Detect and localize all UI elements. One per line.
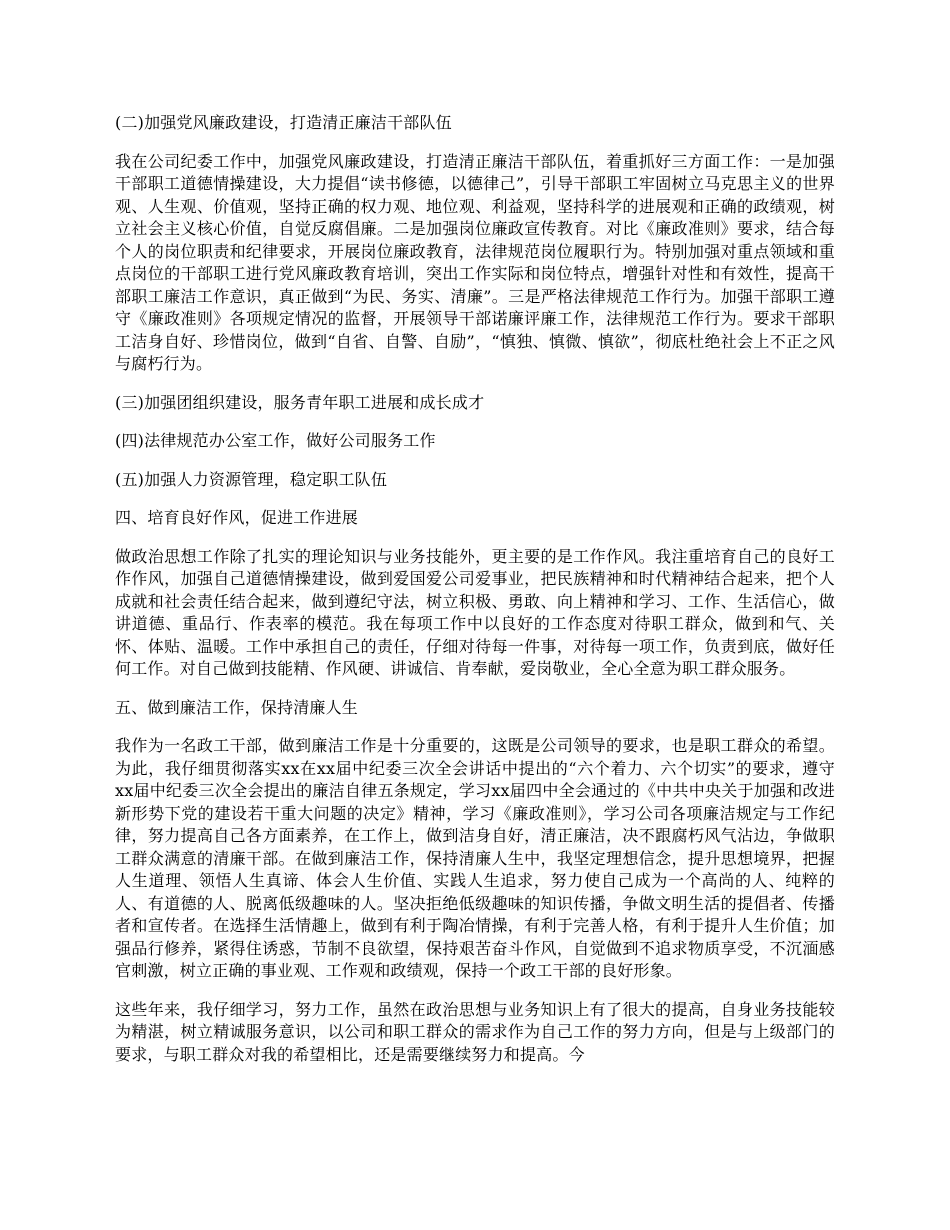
section-heading-2: (二)加强党风廉政建设，打造清正廉洁干部队伍	[115, 113, 452, 132]
paragraph-summary: 这些年来，我仔细学习，努力工作，虽然在政治思想与业务知识上有了很大的提高，自身业务技能较为精湛，树立精诚服务意识，以公司和职工群众的需求作为自己工作的努力方向，但是与上级部门的要求，与职工群众对我的希望相比，还是需要继续努力和提高。今	[115, 999, 835, 1064]
section-heading-4: (四)法律规范办公室工作，做好公司服务工作	[115, 431, 436, 450]
section-heading-3: (三)加强团组织建设，服务青年职工进展和成长成才	[115, 392, 485, 412]
paragraph-work-style: 做政治思想工作除了扎实的理论知识与业务技能外，更主要的是工作作风。我注重培育自己的良好工作作风，加强自己道德情操建设，做到爱国爱公司爱事业，把民族精神和时代精神结合起来，把个人成就和社会责任结合起来，做到遵纪守法，树立积极、勇敢、向上精神和学习、工作、生活信心，做讲道德、重品行、作表率的模范。我在每项工作中以良好的工作态度对待职工群众，做到和气、关怀、体贴、温暖。工作中承担自己的责任，仔细对待每一件事，对待每一项工作，负责到底，做好任何工作。对自己做到技能精、作风硬、讲诚信、肯奉献，爱岗敬业，全心全意为职工群众服务。	[115, 546, 835, 678]
paragraph-clean-work: 我作为一名政工干部，做到廉洁工作是十分重要的，这既是公司领导的要求，也是职工群众的希望。为此，我仔细贯彻落实xx在xx届中纪委三次全会讲话中提出的“六个着力、六个切实”的要求，遵守xx届中纪委三次全会提出的廉洁自律五条规定，学习xx届四中全会通过的《中共中央关于加强和改进新形势下党的建设若干重大问题的决定》精神，学习《廉政准则》，学习公司各项廉洁规定与工作纪律，努力提高自己各方面素养，在工作上，做到洁身自好，清正廉洁，决不跟腐朽风气沾边，争做职工群众满意的清廉干部。在做到廉洁工作，保持清廉人生中，我坚定理想信念，提升思想境界，把握人生道理、领悟人生真谛、体会人生价值、实践人生追求，努力使自己成为一个高尚的人、纯粹的人、有道德的人、脱离低级趣味的人。坚决拒绝低级趣味的知识传播，争做文明生活的提倡者、传播者和宣传者。在选择生活情趣上，做到有利于陶冶情操，有利于完善人格，有利于提升人生价值；加强品行修养，紧得住诱惑，节制不良欲望，保持艰苦奋斗作风，自觉做到不追求物质享受，不沉湎感官刺激，树立正确的事业观、工作观和政绩观，保持一个政工干部的良好形象。	[115, 736, 835, 980]
document-page	[115, 112, 835, 1082]
section-heading-5: (五)加强人力资源管理，稳定职工队伍	[115, 469, 388, 489]
paragraph-integrity-building: 我在公司纪委工作中，加强党风廉政建设，打造清正廉洁干部队伍，着重抓好三方面工作：一是加强干部职工道德情操建设，大力提倡“读书修德，以德律己”，引导干部职工牢固树立马克思主义的世界观、人生观、价值观，坚持正确的权力观、地位观、利益观，坚持科学的进展观和正确的政绩观，树立社会主义核心价值，自觉反腐倡廉。二是加强岗位廉政宣传教育。对比《廉政准则》要求，结合每个人的岗位职责和纪律要求，开展岗位廉政教育，法律规范岗位履职行为。特别加强对重点领域和重点岗位的干部职工进行党风廉政教育培训，突出工作实际和岗位特点，增强针对性和有效性，提高干部职工廉洁工作意识，真正做到“为民、务实、清廉”。三是严格法律规范工作行为。加强干部职工遵守《廉政准则》各项规定情况的监督，开展领导干部诺廉评廉工作，法律规范工作行为。要求干部职工洁身自好、珍惜岗位，做到“自省、自警、自励”，“慎独、慎微、慎欲”，彻底杜绝社会上不正之风与腐朽行为。	[115, 151, 835, 373]
chapter-heading-five: 五、做到廉洁工作，保持清廉人生	[115, 697, 359, 717]
chapter-heading-four: 四、培育良好作风，促进工作进展	[115, 508, 359, 527]
